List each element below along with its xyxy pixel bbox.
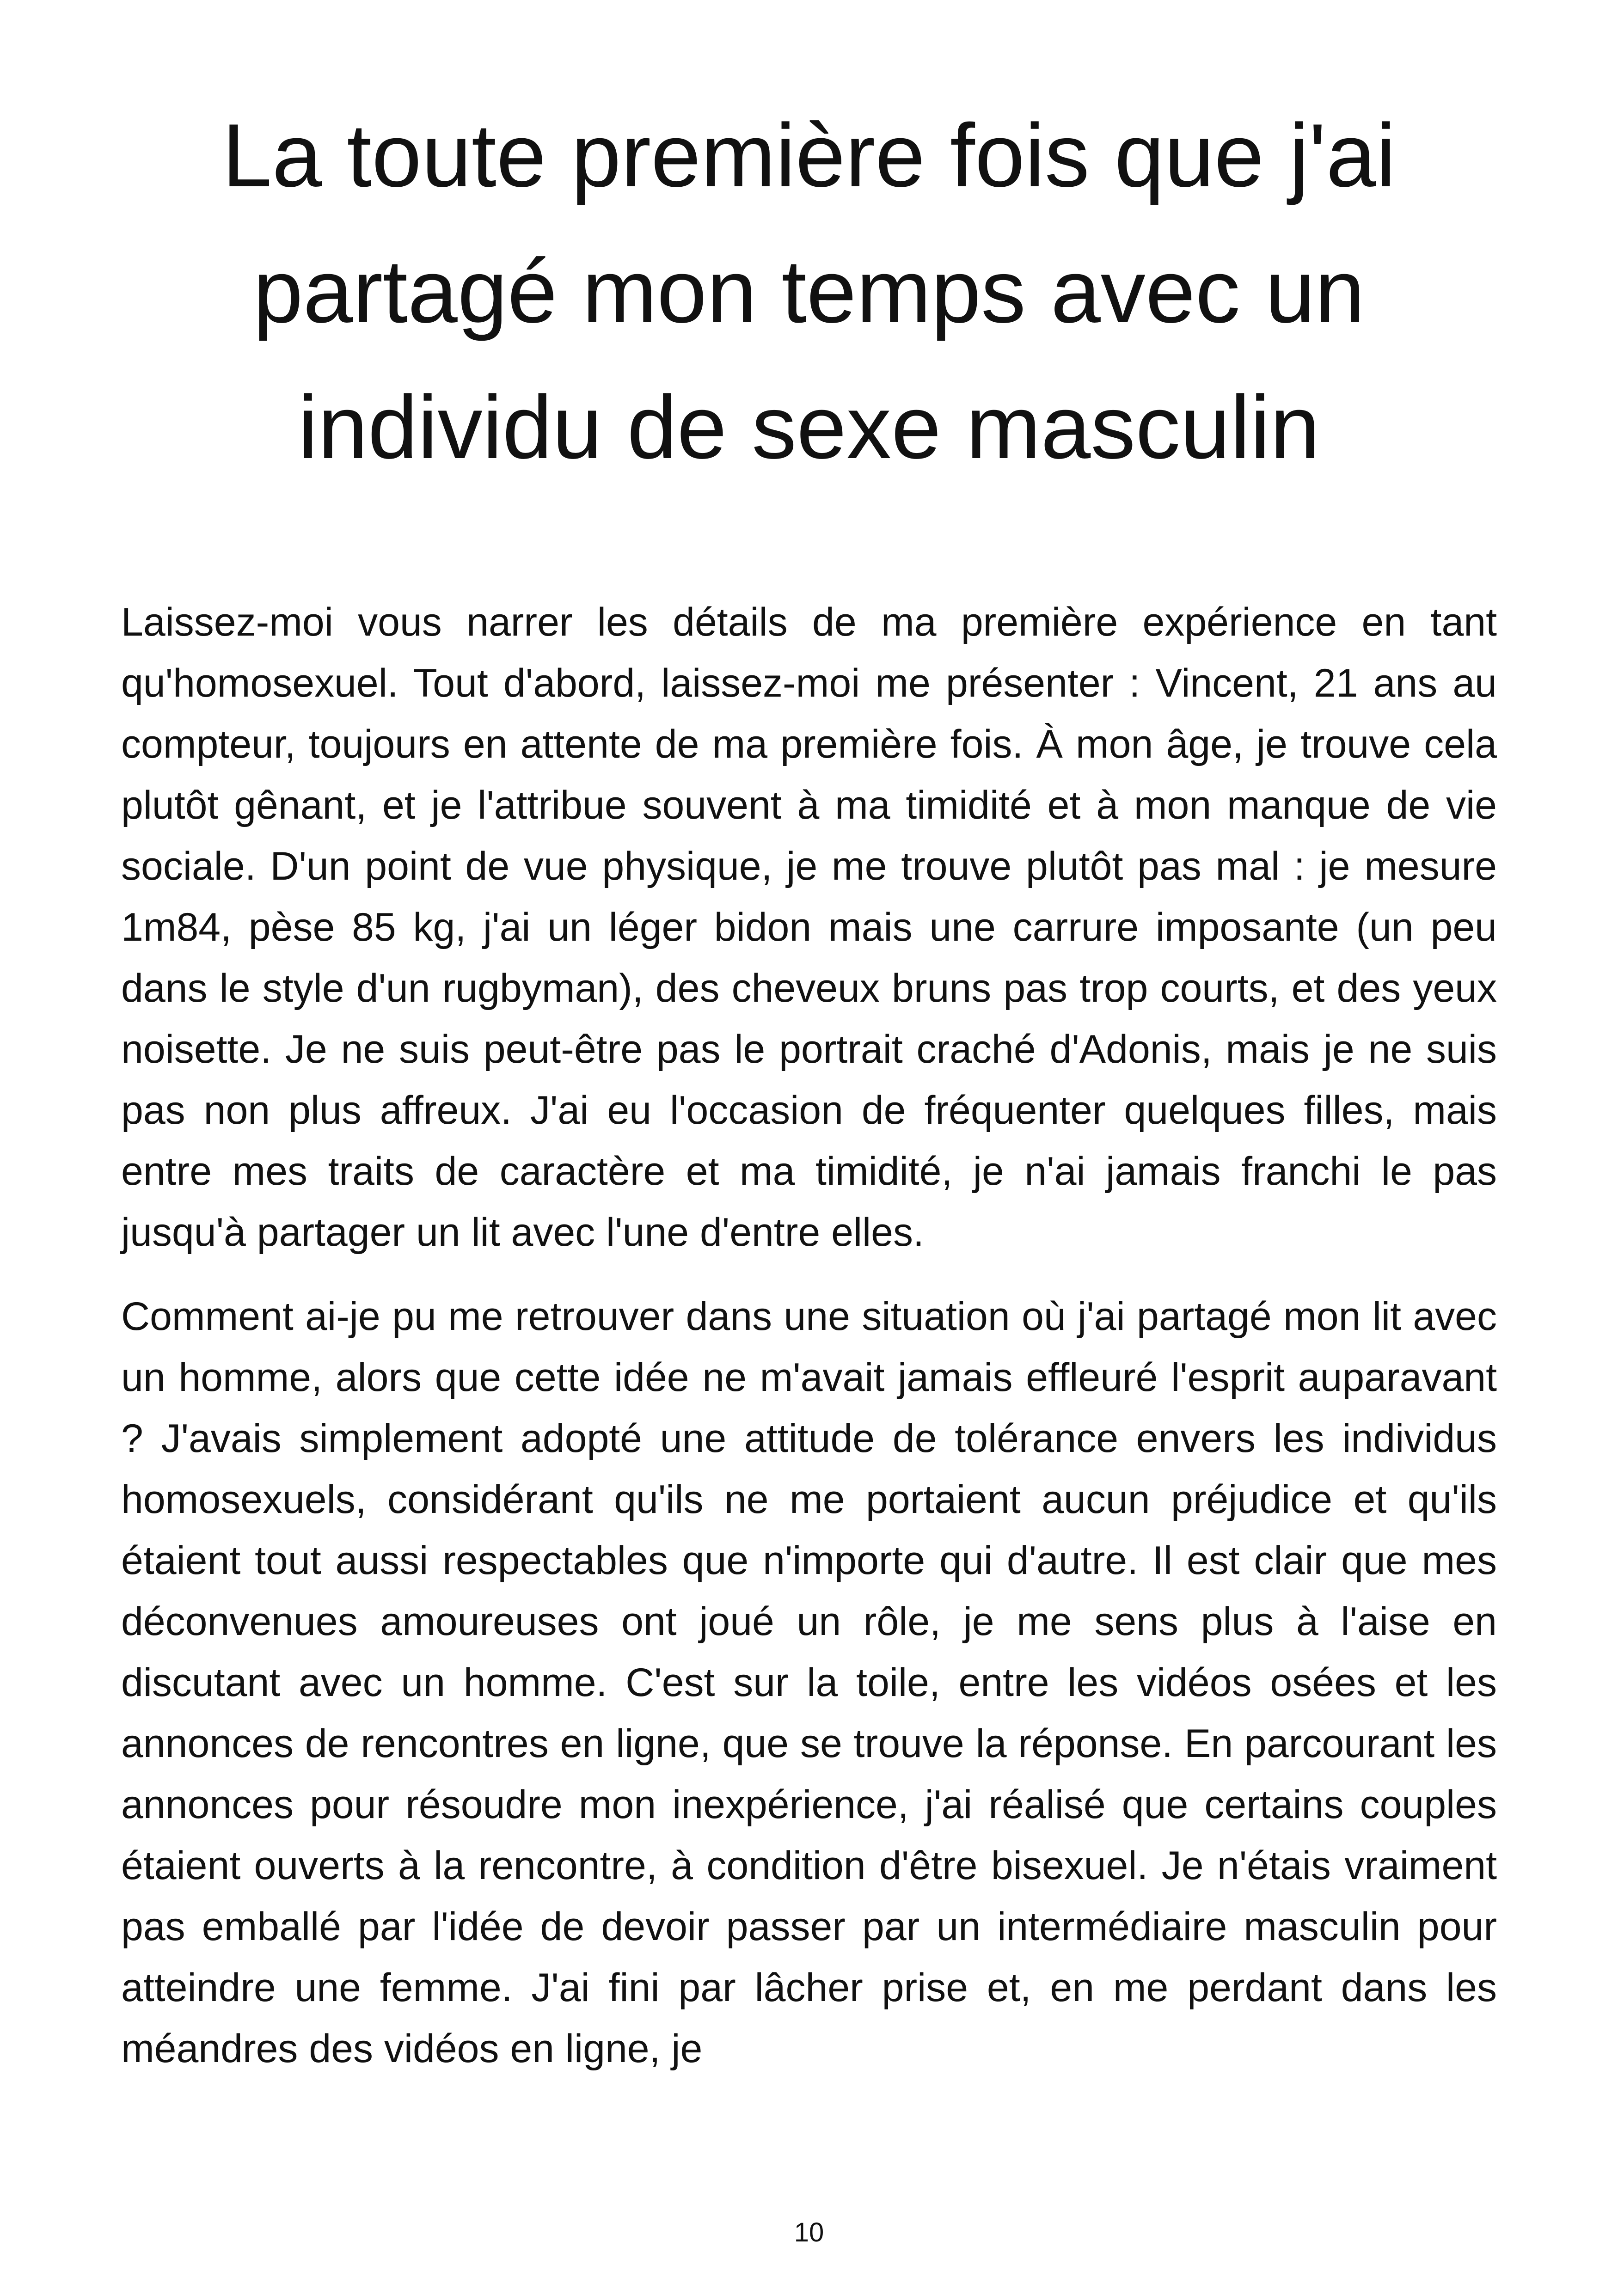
page-number: 10 — [794, 2217, 824, 2247]
chapter-title: La toute première fois que j'ai partagé mon temps avec un individu de sexe masculin — [222, 105, 1396, 478]
paragraph-2: Comment ai-je pu me retrouver dans une situation où j'ai partagé mon lit avec un homme, alors que cette idée ne m'avait jamais effleuré l'esprit auparavant ? J'avais simplement adopté une attitude de tolérance envers les individus homosexuels, considérant qu'ils ne me portaient aucun préjudice et qu'ils étaient tout aussi respectables que n'importe qui d'autre. Il est clair que mes déconvenues amoureuses ont joué un rôle, je me sens plus à l'aise en discutant avec un homme. C'est sur la toile, entre les vidéos osées et les annonces de rencontres en ligne, que se trouve la réponse. En parcourant les annonces pour résoudre mon inexpérience, j'ai réalisé que certains couples étaient ouverts à la rencontre, à condition d'être bisexuel. Je n'étais vraiment pas emballé par l'idée de devoir passer par un intermédiaire masculin pour atteindre une femme. J'ai fini par lâcher prise et, en me perdant dans les méandres des vidéos en ligne, je — [121, 1294, 1497, 2071]
body-text — [121, 592, 1497, 2102]
paragraph-1: Laissez-moi vous narrer les détails de ma première expérience en tant qu'homosexuel. Tout d'abord, laissez-moi me présenter : Vincent, 21 ans au compteur, toujours en attente de ma première fois. À mon âge, je trouve cela plutôt gênant, et je l'attribue souvent à ma timidité et à mon manque de vie sociale. D'un point de vue physique, je me trouve plutôt pas mal : je mesure 1m84, pèse 85 kg, j'ai un léger bidon mais une carrure imposante (un peu dans le style d'un rugbyman), des cheveux bruns pas trop courts, et des yeux noisette. Je ne suis peut-être pas le portrait craché d'Adonis, mais je ne suis pas non plus affreux. J'ai eu l'occasion de fréquenter quelques filles, mais entre mes traits de caractère et ma timidité, je n'ai jamais franchi le pas jusqu'à partager un lit avec l'une d'entre elles. — [121, 600, 1497, 1255]
